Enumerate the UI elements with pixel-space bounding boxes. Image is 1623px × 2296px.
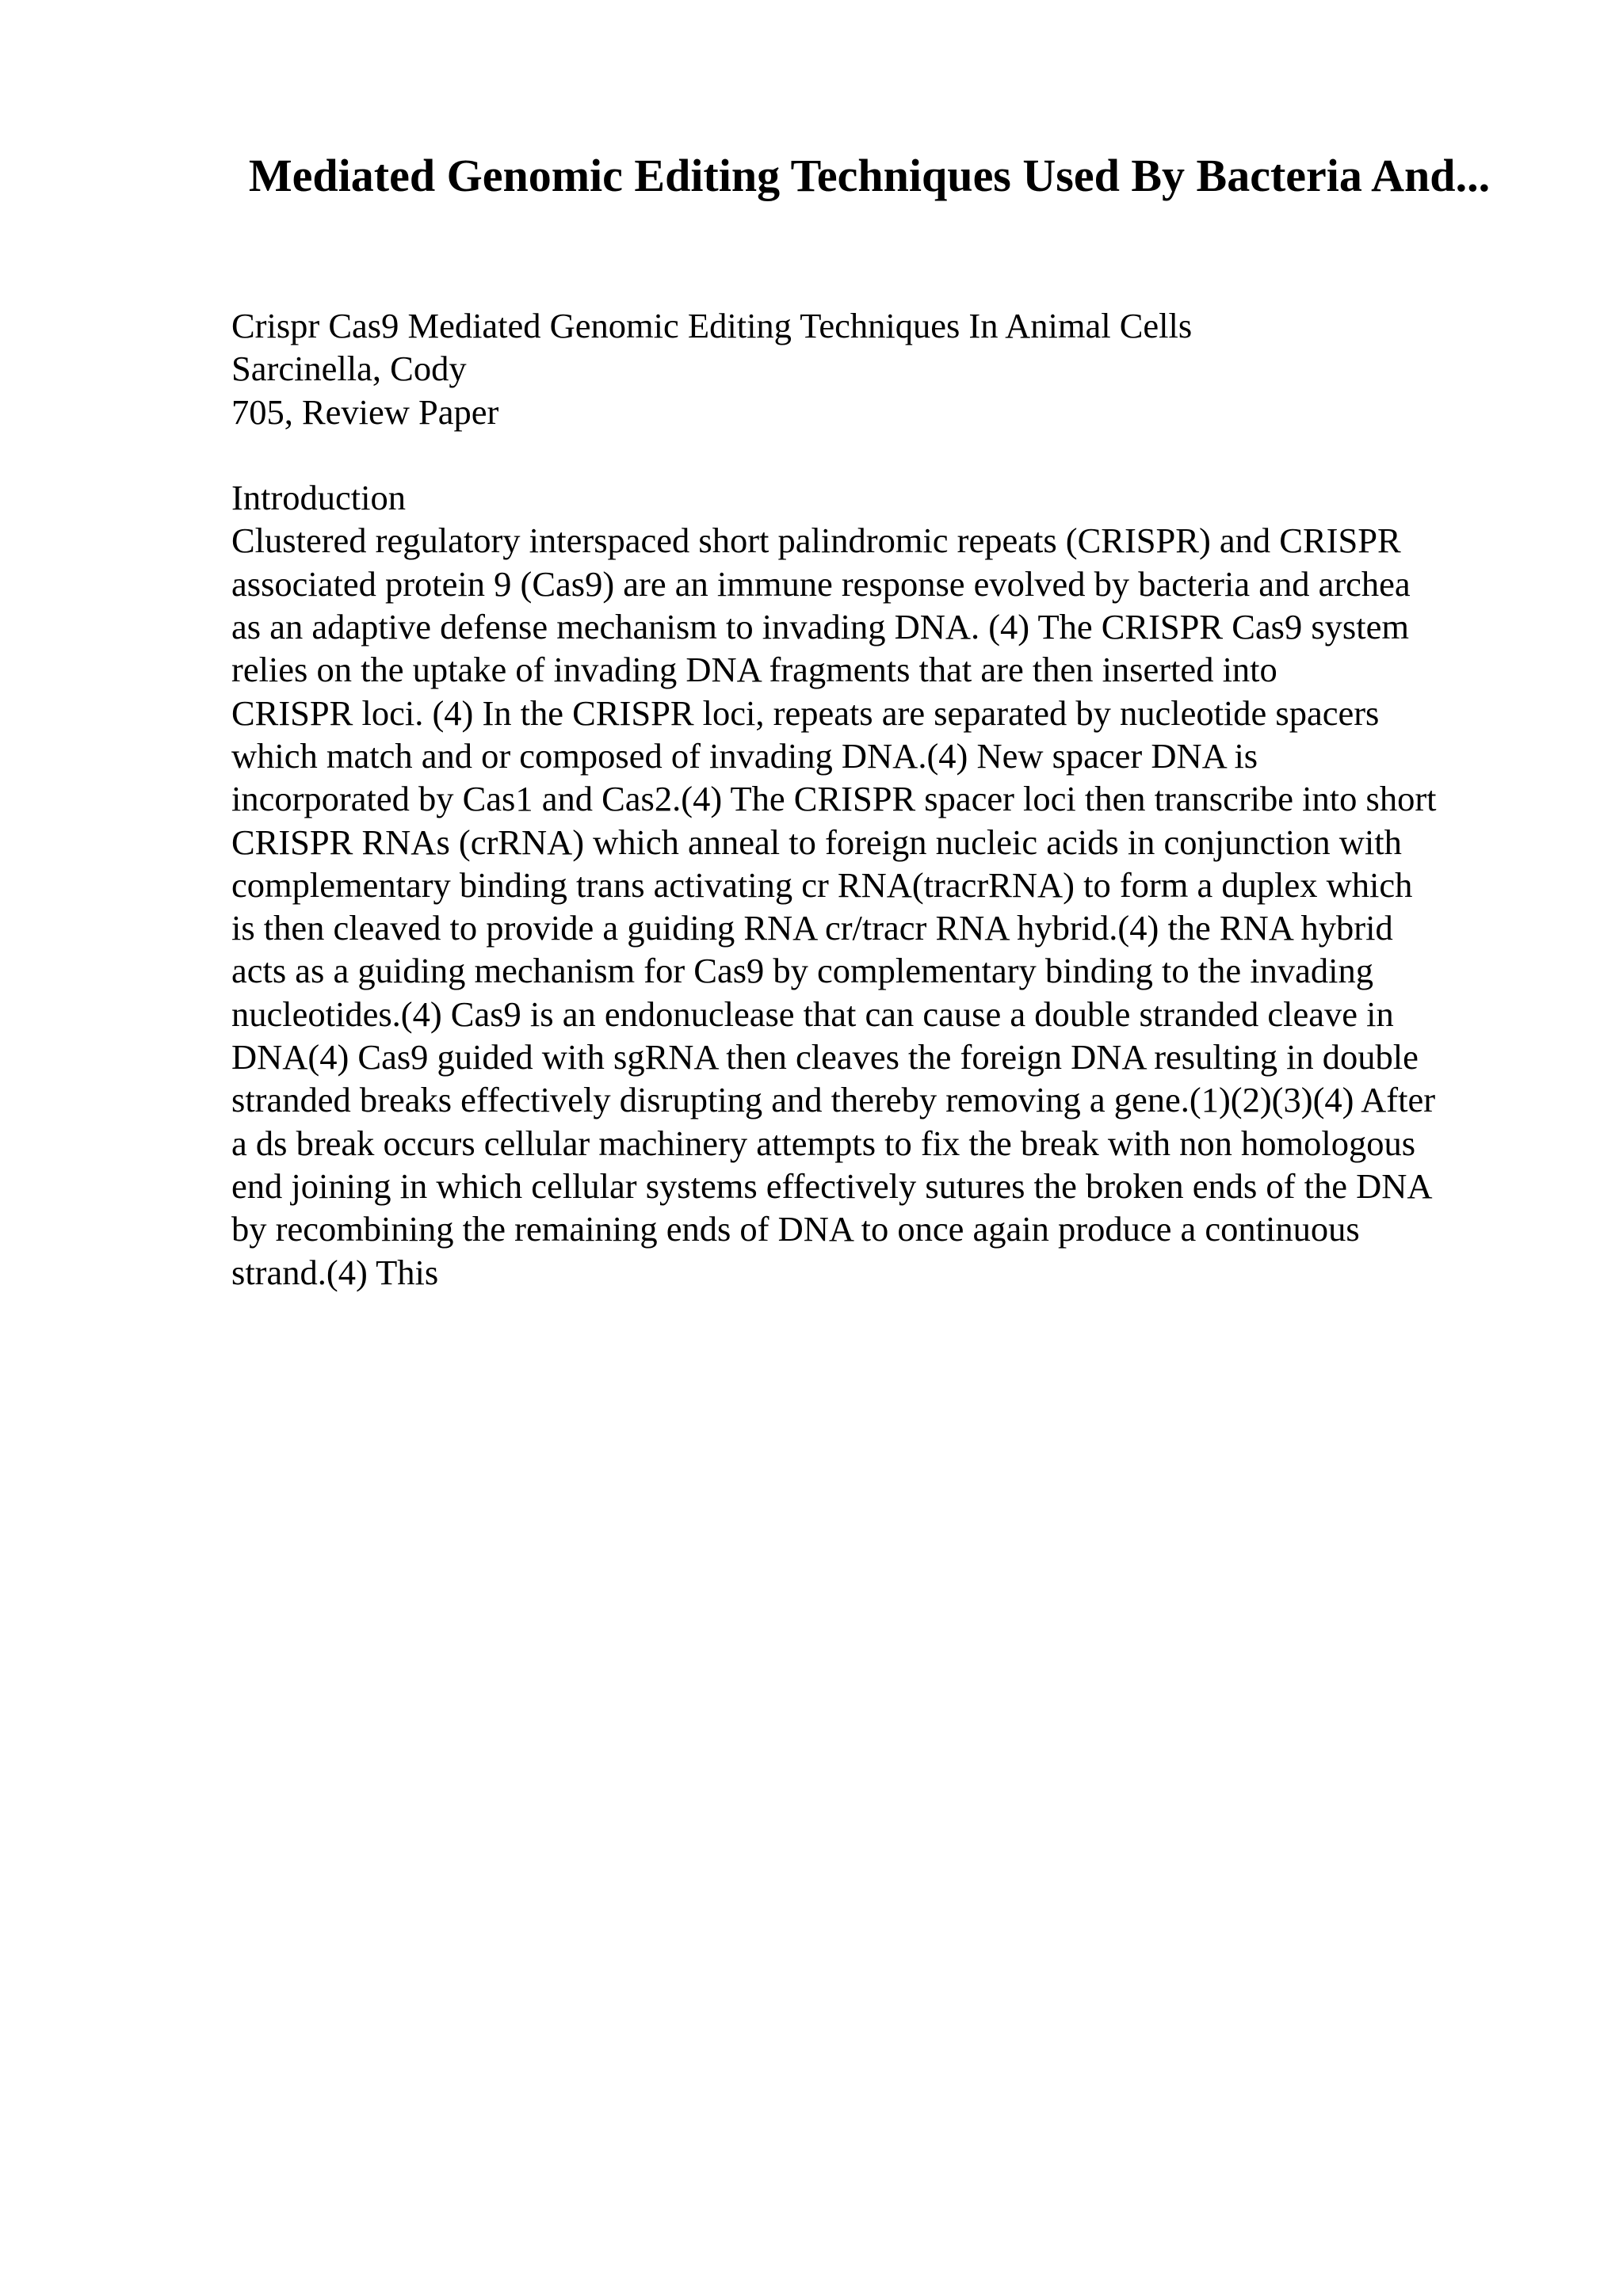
document-meta bbox=[231, 304, 1515, 433]
body-line: DNA(4) Cas9 guided with sgRNA then cleaves the foreign DNA resulting in double bbox=[231, 1037, 1419, 1077]
paper-type-line: 705, Review Paper bbox=[231, 391, 499, 432]
author-line: Sarcinella, Cody bbox=[231, 349, 467, 389]
body-line: stranded breaks effectively disrupting and thereby removing a gene.(1)(2)(3)(4) After bbox=[231, 1080, 1436, 1120]
body-line: as an adaptive defense mechanism to invading DNA. (4) The CRISPR Cas9 system bbox=[231, 607, 1409, 647]
body-line: strand.(4) This bbox=[231, 1252, 439, 1292]
body-line: nucleotides.(4) Cas9 is an endonuclease that can cause a double stranded cleave in bbox=[231, 994, 1394, 1034]
body-line: by recombining the remaining ends of DNA to once again produce a continuous bbox=[231, 1209, 1360, 1249]
body-line: acts as a guiding mechanism for Cas9 by complementary binding to the invading bbox=[231, 951, 1373, 991]
body-line: incorporated by Cas1 and Cas2.(4) The CRISPR spacer loci then transcribe into short bbox=[231, 779, 1437, 819]
meta-spacer bbox=[231, 433, 1515, 476]
body-line: a ds break occurs cellular machinery attempts to fix the break with non homologous bbox=[231, 1123, 1416, 1163]
body-line: associated protein 9 (Cas9) are an immune response evolved by bacteria and archea bbox=[231, 563, 1411, 604]
body-line: is then cleaved to provide a guiding RNA cr/tracr RNA hybrid.(4) the RNA hybrid bbox=[231, 908, 1393, 948]
body-paragraph bbox=[231, 519, 1515, 1293]
document-title: Mediated Genomic Editing Techniques Used By Bacteria And... bbox=[248, 150, 1491, 201]
body-line: Clustered regulatory interspaced short palindromic repeats (CRISPR) and CRISPR bbox=[231, 521, 1401, 561]
document-content bbox=[231, 304, 1515, 1294]
body-line: relies on the uptake of invading DNA fragments that are then inserted into bbox=[231, 650, 1277, 690]
body-line: which match and or composed of invading DNA.(4) New spacer DNA is bbox=[231, 735, 1258, 776]
body-line: end joining in which cellular systems effectively sutures the broken ends of the DNA bbox=[231, 1165, 1433, 1206]
body-line: CRISPR loci. (4) In the CRISPR loci, repeats are separated by nucleotide spacers bbox=[231, 692, 1380, 733]
body-line: CRISPR RNAs (crRNA) which anneal to foreign nucleic acids in conjunction with bbox=[231, 822, 1402, 862]
introduction-section bbox=[231, 476, 1515, 1294]
body-line: complementary binding trans activating cr RNA(tracrRNA) to form a duplex which bbox=[231, 864, 1413, 905]
paper-title-line: Crispr Cas9 Mediated Genomic Editing Techniques In Animal Cells bbox=[231, 306, 1193, 345]
section-heading: Introduction bbox=[231, 478, 406, 518]
